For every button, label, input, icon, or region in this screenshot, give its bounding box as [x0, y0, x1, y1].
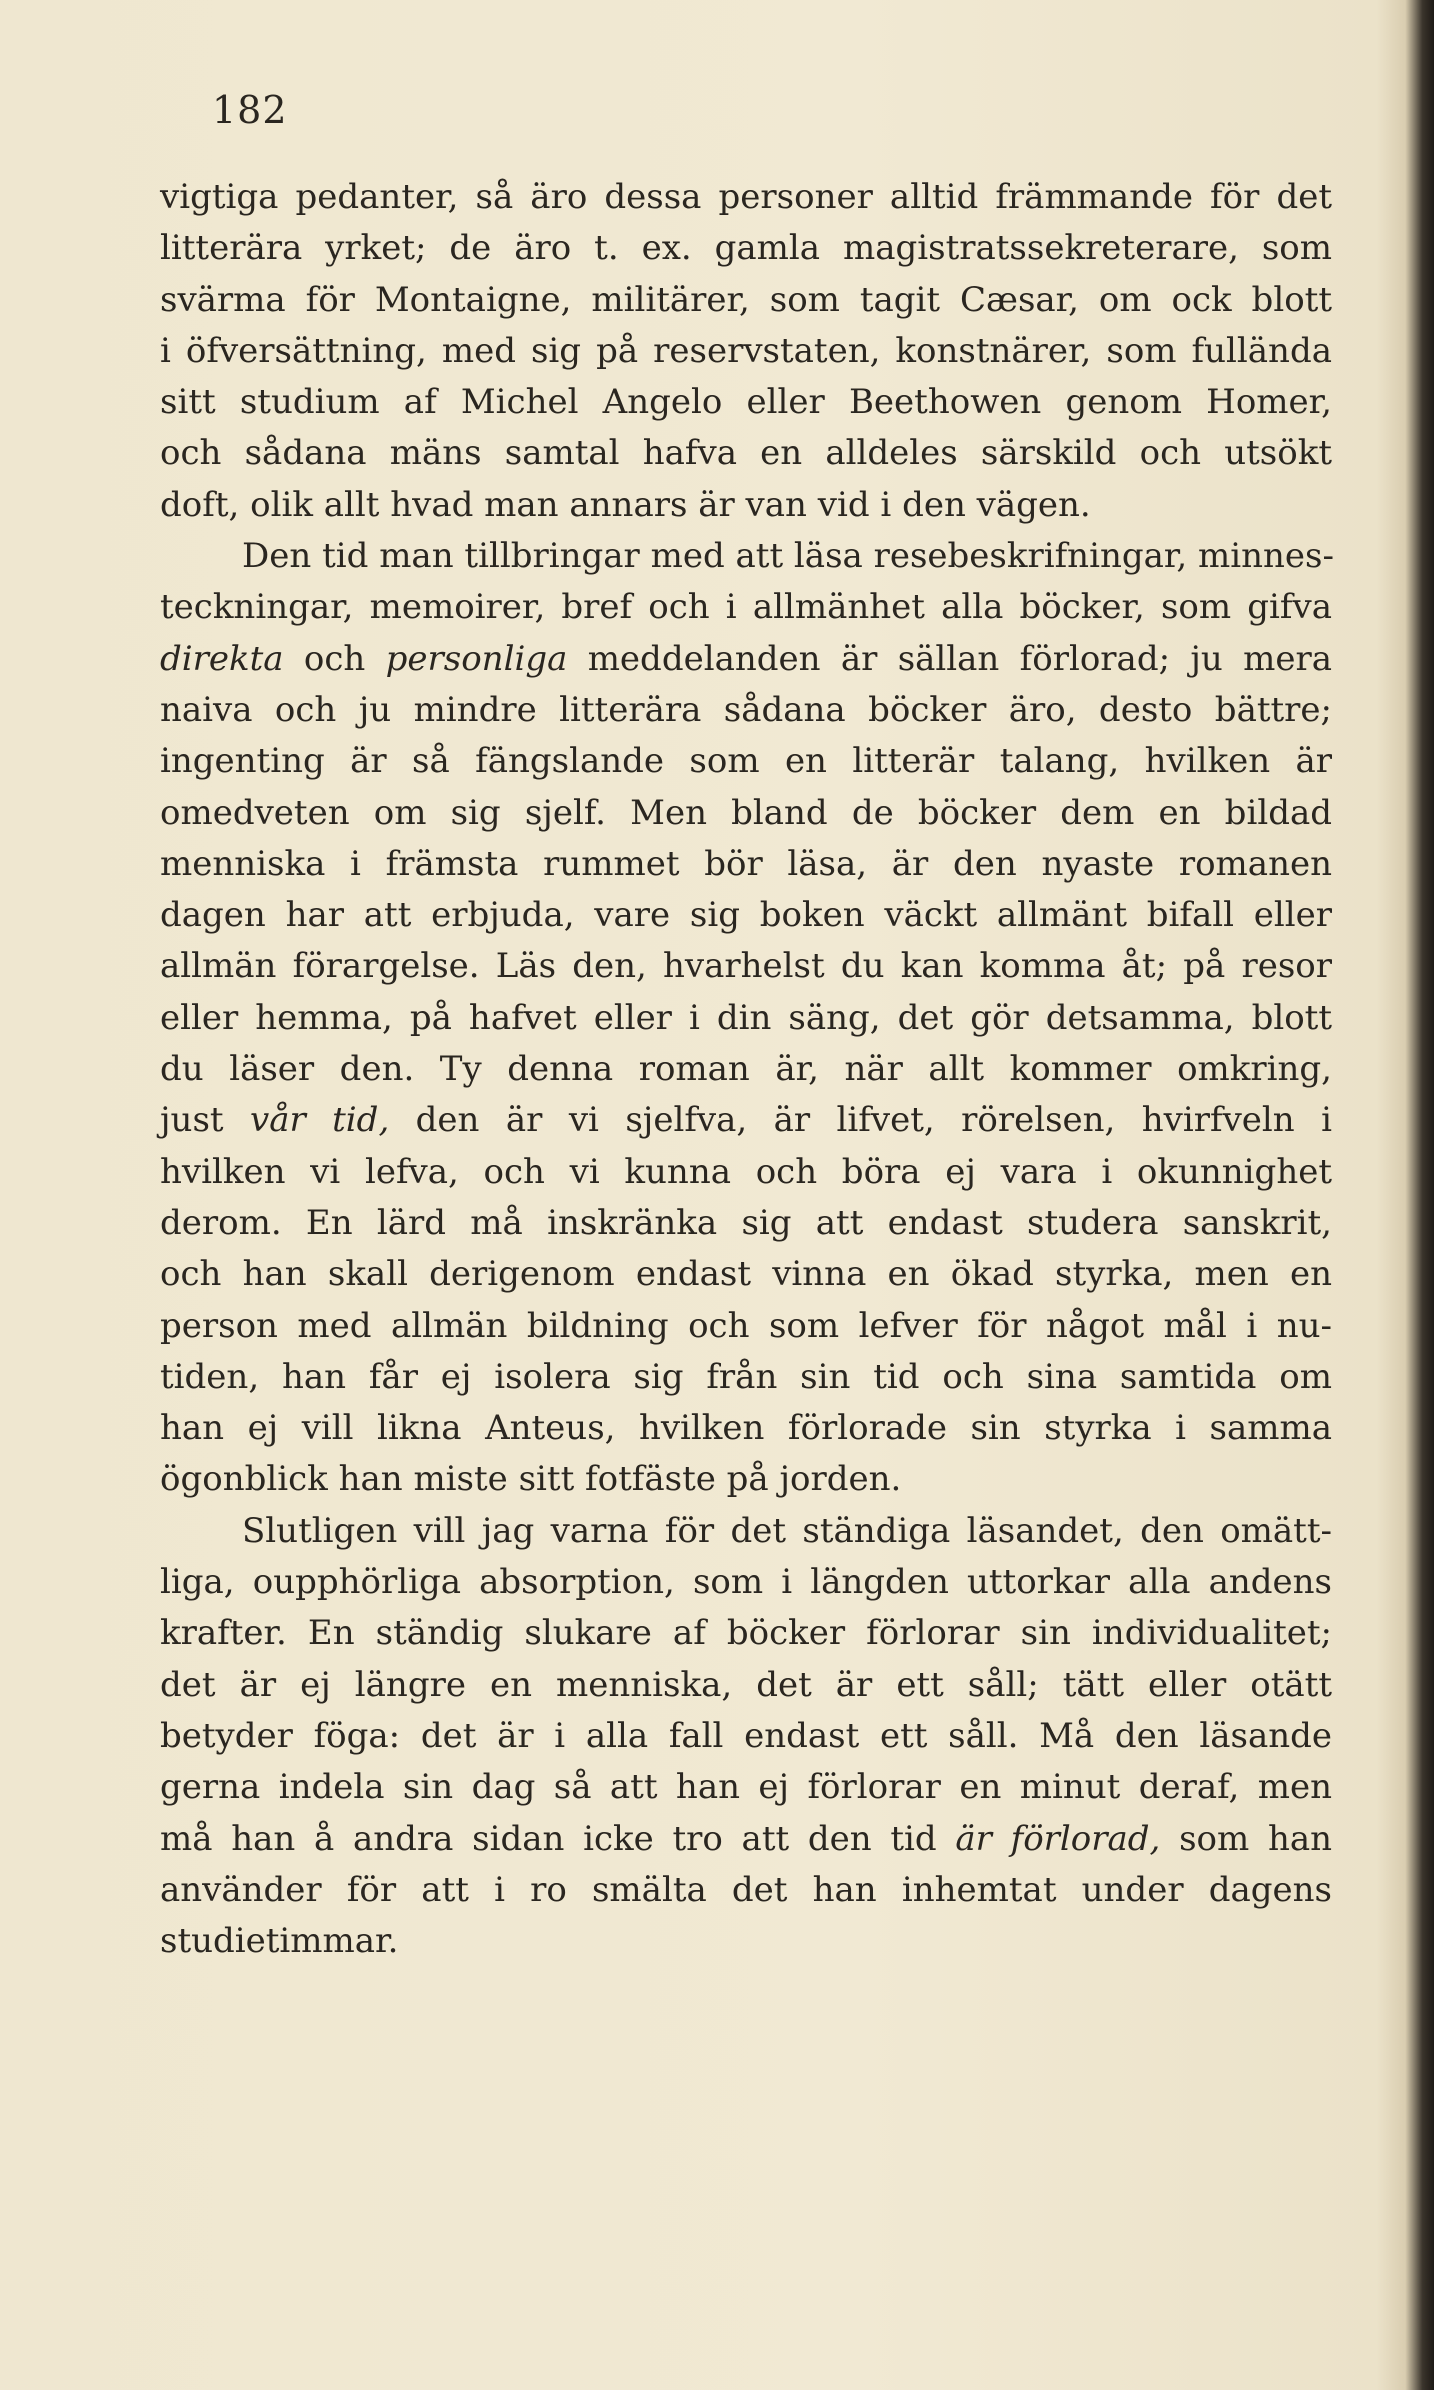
italic-text: personliga: [385, 638, 568, 679]
text-segment: eller hemma, på hafvet eller i din säng, det gör detsamma, blott: [160, 997, 1332, 1038]
text-line: [160, 1095, 1332, 1146]
text-line: [160, 1916, 1332, 1967]
text-line: [160, 1147, 1332, 1198]
text-segment: doft, olik allt hvad man annars är van vid i den vägen.: [160, 484, 1091, 525]
page-number: 182: [212, 88, 288, 132]
text-line: [160, 1454, 1332, 1505]
text-segment: studietimmar.: [160, 1921, 399, 1962]
text-segment: ögonblick han miste sitt fotfäste på jorden.: [160, 1459, 902, 1500]
text-segment: ingenting är så fängslande som en litterär talang, hvilken är: [160, 741, 1332, 782]
text-line: [160, 1762, 1332, 1813]
italic-text: vår tid,: [249, 1100, 390, 1141]
text-segment: krafter. En ständig slukare af böcker förlorar sin individualitet;: [160, 1613, 1332, 1654]
text-segment: allmän förargelse. Läs den, hvarhelst du kan komma åt; på resor: [160, 946, 1332, 987]
text-line: [160, 839, 1332, 890]
text-segment: Den tid man tillbringar med att läsa resebeskrifningar, minnes-: [242, 536, 1334, 577]
text-segment: vigtiga pedanter, så äro dessa personer alltid främmande för det: [160, 177, 1332, 217]
text-line: [160, 1198, 1332, 1249]
text-line: [160, 480, 1332, 531]
text-line: [160, 788, 1332, 839]
text-line: [160, 1814, 1332, 1865]
text-line: [160, 1044, 1332, 1095]
text-line: [160, 223, 1332, 274]
text-segment: och: [283, 638, 386, 679]
text-segment: just: [160, 1100, 250, 1141]
text-segment: naiva och ju mindre litterära sådana böcker äro, desto bättre;: [160, 689, 1332, 730]
text-line: [160, 1249, 1332, 1300]
text-segment: och sådana mäns samtal hafva en alldeles särskild och utsökt: [160, 433, 1332, 474]
text-line: [160, 1660, 1332, 1711]
text-line: [160, 1403, 1332, 1454]
body-text: [160, 172, 1332, 1967]
text-line: [160, 1711, 1332, 1762]
text-line: [160, 1557, 1332, 1608]
text-segment: må han å andra sidan icke tro att den tid: [160, 1818, 956, 1859]
text-segment: den är vi sjelfva, är lifvet, rörelsen, hvirfveln i: [389, 1100, 1332, 1141]
text-segment: dagen har att erbjuda, vare sig boken väckt allmänt bifall eller: [160, 895, 1332, 936]
text-segment: liga, oupphörliga absorption, som i längden uttorkar alla andens: [160, 1562, 1332, 1603]
text-line: [160, 890, 1332, 941]
text-line: [160, 275, 1332, 326]
text-segment: det är ej längre en menniska, det är ett såll; tätt eller otätt: [160, 1664, 1332, 1705]
text-line: [160, 1608, 1332, 1659]
text-segment: teckningar, memoirer, bref och i allmänhet alla böcker, som gifva: [160, 587, 1332, 628]
text-segment: betyder föga: det är i alla fall endast ett såll. Må den läsande: [160, 1715, 1332, 1756]
text-segment: i öfversättning, med sig på reservstaten, konstnärer, som fullända: [160, 330, 1332, 371]
text-segment: sitt studium af Michel Angelo eller Beethowen genom Homer,: [160, 382, 1332, 423]
text-segment: menniska i främsta rummet bör läsa, är den nyaste romanen: [160, 843, 1332, 884]
text-line: [160, 428, 1332, 479]
italic-text: är förlorad,: [955, 1818, 1161, 1859]
text-segment: svärma för Montaigne, militärer, som tagit Cæsar, om ock blott: [160, 279, 1332, 320]
text-segment: han ej vill likna Anteus, hvilken förlorade sin styrka i samma: [160, 1408, 1332, 1449]
text-line: [160, 1865, 1332, 1916]
text-line: [160, 172, 1332, 223]
text-segment: du läser den. Ty denna roman är, när allt kommer omkring,: [160, 1049, 1332, 1090]
text-line: [160, 685, 1332, 736]
text-line: [160, 634, 1332, 685]
text-segment: omedveten om sig sjelf. Men bland de böcker dem en bildad: [160, 792, 1332, 833]
text-segment: meddelanden är sällan förlorad; ju mera: [567, 638, 1333, 679]
text-line: [160, 993, 1332, 1044]
text-segment: derom. En lärd må inskränka sig att endast studera sanskrit,: [160, 1202, 1332, 1243]
italic-text: direkta: [160, 638, 284, 679]
text-segment: och han skall derigenom endast vinna en ökad styrka, men en: [160, 1254, 1332, 1295]
text-line: [160, 1352, 1332, 1403]
text-segment: Slutligen vill jag varna för det ständiga läsandet, den omätt-: [242, 1510, 1332, 1551]
text-line: [160, 531, 1332, 582]
text-segment: litterära yrket; de äro t. ex. gamla magistratssekreterare, som: [160, 228, 1332, 269]
text-line: [160, 582, 1332, 633]
text-line: [160, 736, 1332, 787]
text-segment: tiden, han får ej isolera sig från sin tid och sina samtida om: [160, 1356, 1332, 1397]
text-line: [160, 1506, 1332, 1557]
text-line: [160, 326, 1332, 377]
text-segment: hvilken vi lefva, och vi kunna och böra ej vara i okunnighet: [160, 1151, 1332, 1192]
text-line: [160, 1301, 1332, 1352]
text-line: [160, 941, 1332, 992]
text-line: [160, 377, 1332, 428]
text-segment: som han: [1160, 1818, 1333, 1859]
text-segment: person med allmän bildning och som lefver för något mål i nu-: [160, 1305, 1332, 1346]
text-segment: gerna indela sin dag så att han ej förlorar en minut deraf, men: [160, 1767, 1332, 1808]
text-segment: använder för att i ro smälta det han inhemtat under dagens: [160, 1869, 1332, 1910]
